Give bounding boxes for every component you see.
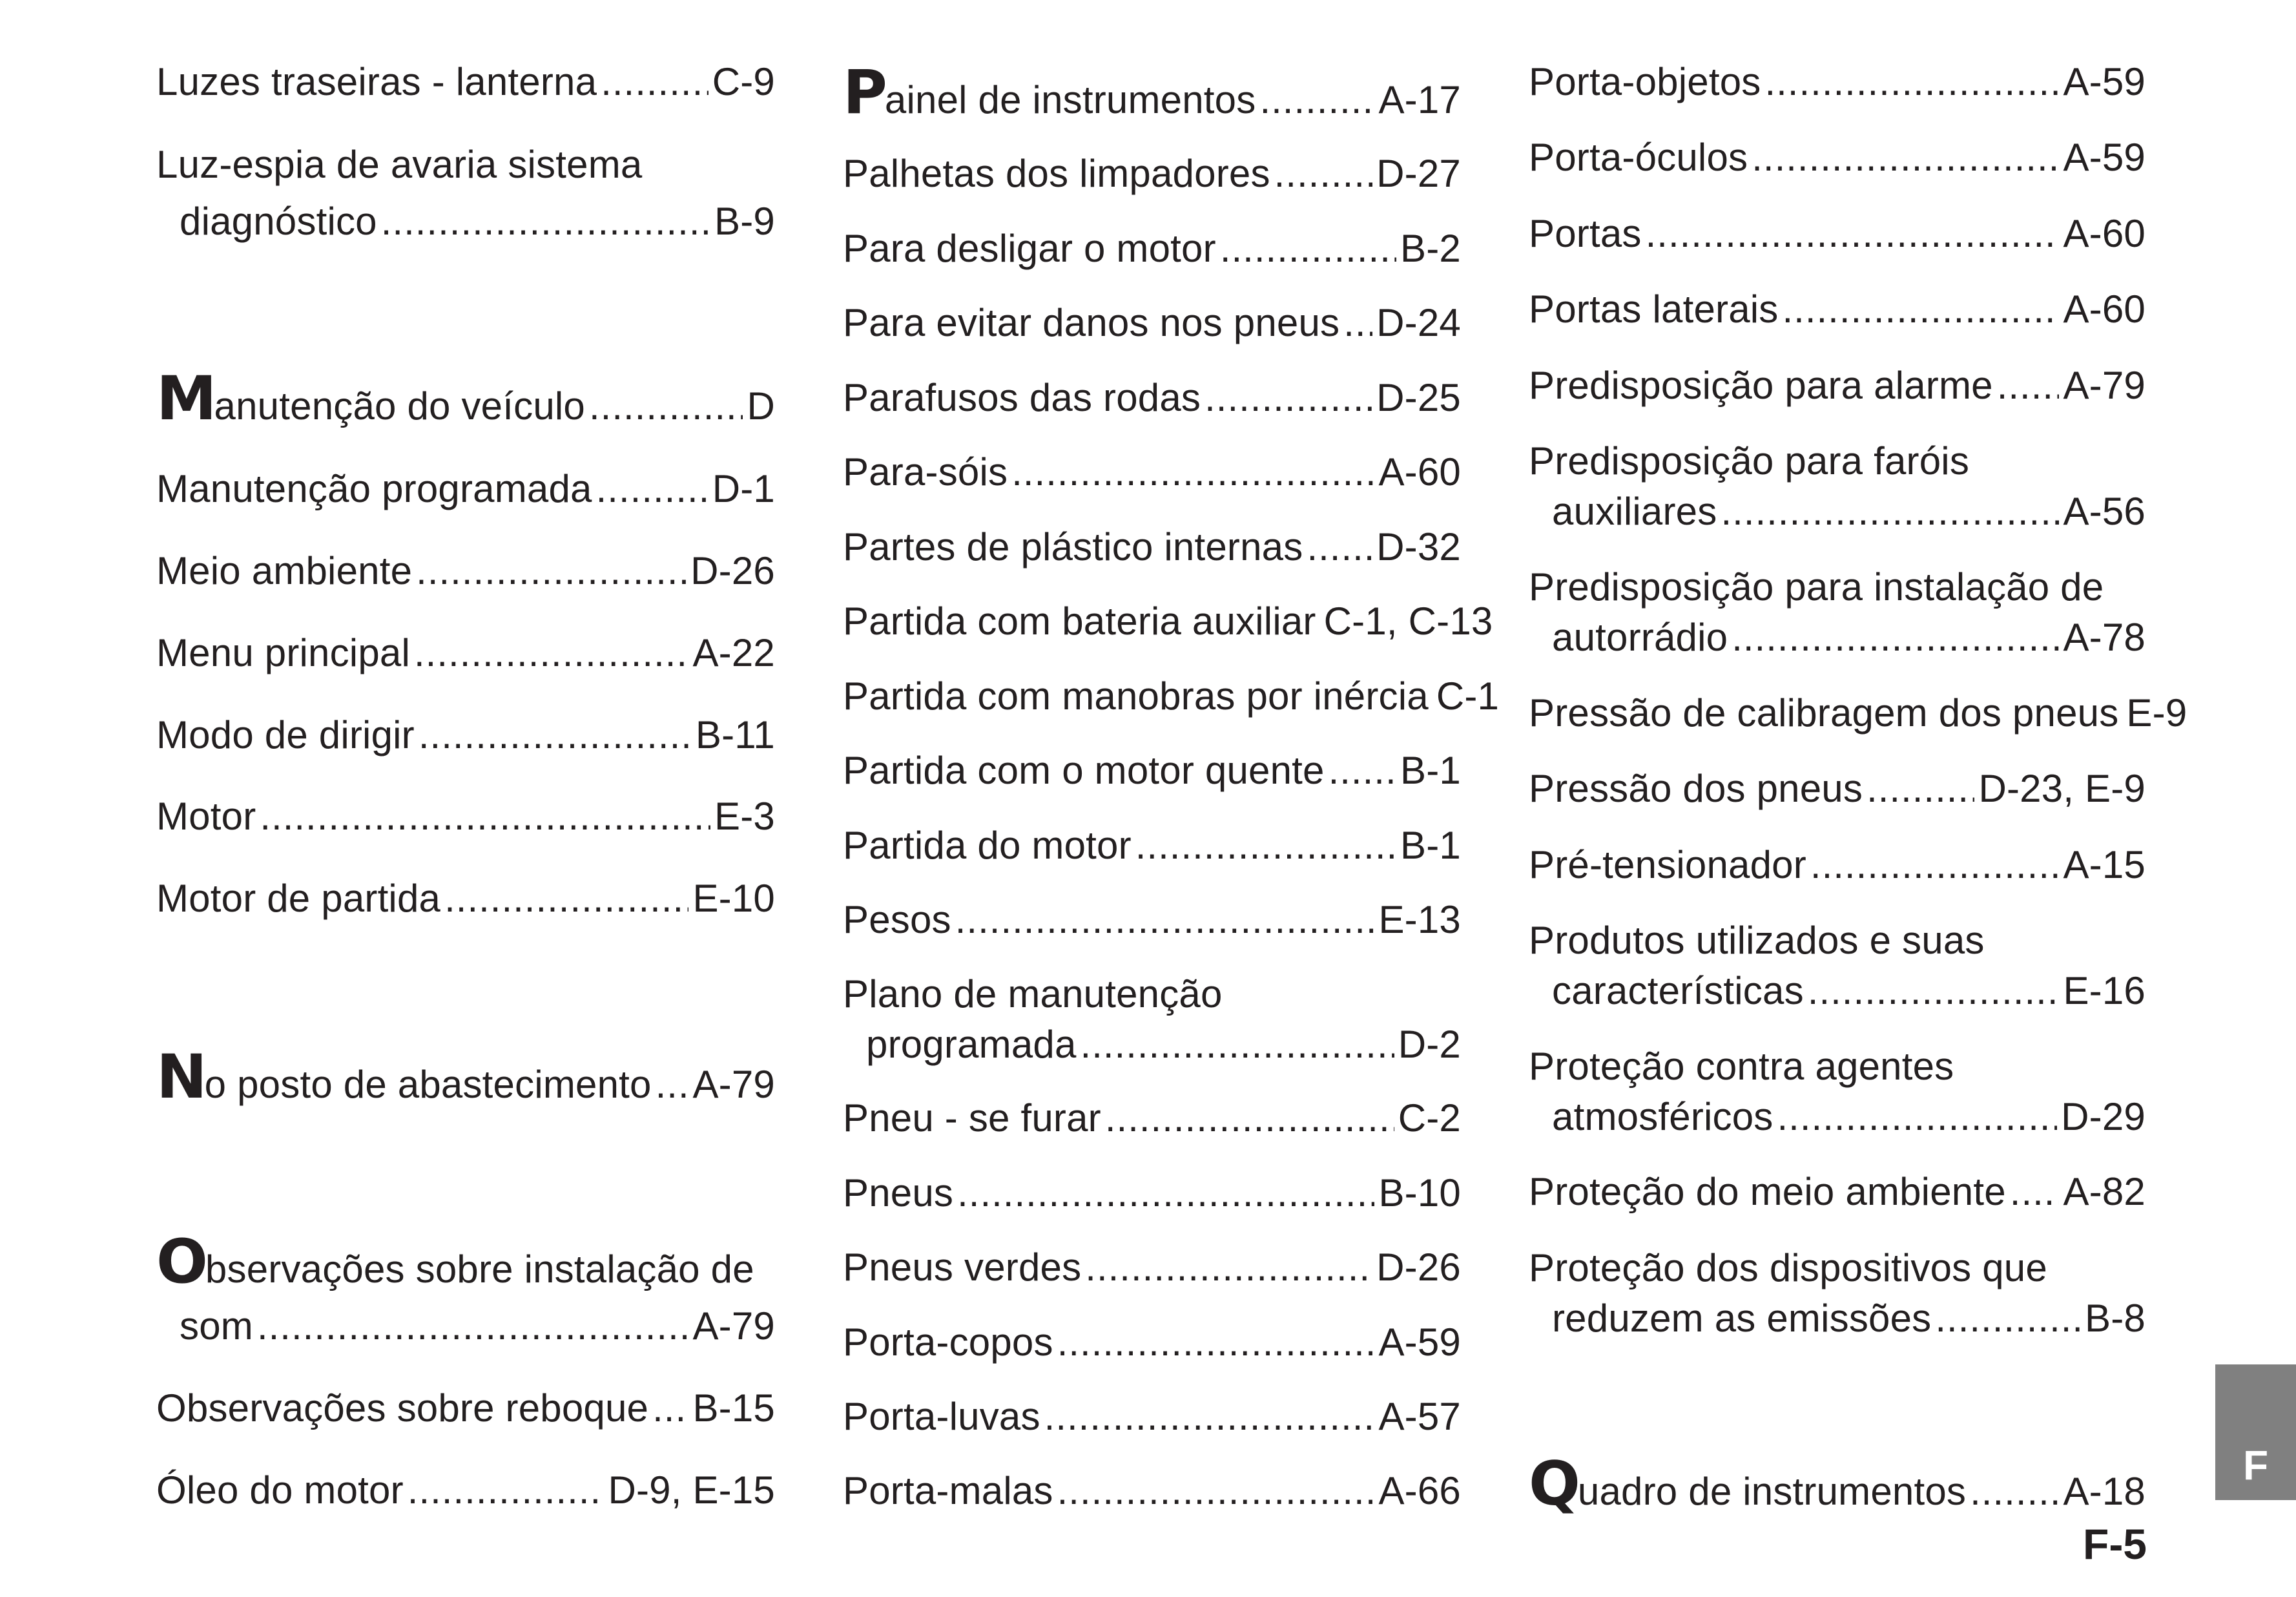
section-initial-letter: N — [156, 1042, 205, 1112]
entry-page: A-59 — [1378, 1320, 1461, 1364]
index-entry — [156, 1383, 775, 1434]
dot-leader — [2010, 1167, 2060, 1217]
dot-leader — [1329, 746, 1396, 796]
index-entry — [1529, 436, 2146, 537]
section-tab-letter: F — [2242, 1442, 2269, 1488]
index-entry — [156, 364, 775, 434]
entry-title: Porta-luvas — [843, 1395, 1040, 1438]
index-entry — [156, 546, 775, 596]
index-entry — [1529, 132, 2146, 183]
entry-page: A-82 — [2063, 1170, 2146, 1213]
entry-title: Meio ambiente — [156, 549, 413, 592]
entry-page: D-1 — [712, 467, 775, 510]
entry-page: C-9 — [712, 60, 775, 103]
entry-title: Partida com bateria auxiliar — [843, 600, 1316, 643]
index-entry — [1529, 209, 2146, 259]
dot-leader — [419, 710, 692, 760]
entry-page: A-66 — [1378, 1469, 1461, 1512]
entry-page: D-23, E-9 — [1978, 767, 2146, 810]
entry-page: D-26 — [1376, 1246, 1461, 1289]
entry-page: B-8 — [2085, 1297, 2146, 1340]
index-entry — [843, 1168, 1461, 1218]
index-entry — [156, 1465, 775, 1516]
dot-leader — [1752, 132, 2059, 183]
dot-leader — [381, 196, 710, 247]
entry-page: B-1 — [1400, 749, 1461, 792]
entry-page: A-57 — [1378, 1395, 1461, 1438]
index-entry — [843, 1317, 1461, 1368]
index-entry — [843, 671, 1500, 722]
entry-title: Porta-óculos — [1529, 136, 1748, 179]
dot-leader — [652, 1383, 688, 1434]
entry-page: D-26 — [690, 549, 775, 592]
entry-title: Para-sóis — [843, 450, 1008, 494]
entry-title: Manutenção programada — [156, 467, 592, 510]
entry-title: Pneus verdes — [843, 1246, 1082, 1289]
entry-title-line1: Plano de manutenção — [843, 972, 1223, 1016]
entry-title: Modo de dirigir — [156, 713, 415, 757]
entry-page: A-79 — [2063, 364, 2146, 407]
dot-leader — [416, 546, 687, 596]
entry-page: C-1 — [1436, 674, 1500, 718]
entry-title: Pré-tensionador — [1529, 843, 1806, 886]
entry-page: A-60 — [2063, 287, 2146, 331]
entry-title: Palhetas dos limpadores — [843, 152, 1270, 195]
dot-leader — [1220, 224, 1396, 274]
dot-leader — [1764, 57, 2059, 107]
dot-leader — [260, 791, 710, 842]
dot-leader — [408, 1465, 605, 1516]
entry-page: B-9 — [714, 200, 775, 243]
section-initial-letter: O — [156, 1227, 205, 1297]
index-entry — [1529, 688, 2187, 738]
entry-title: Pressão de calibragem dos pneus — [1529, 691, 2119, 735]
dot-leader — [1343, 298, 1372, 348]
entry-page: B-2 — [1400, 227, 1461, 270]
index-entry — [1529, 840, 2146, 890]
entry-title: Partida com o motor quente — [843, 749, 1325, 792]
dot-leader — [1997, 360, 2060, 411]
entry-title: Partes de plástico internas — [843, 525, 1303, 569]
index-entry — [843, 57, 1461, 128]
index-entry — [1529, 915, 2146, 1016]
dot-leader — [1307, 522, 1372, 572]
dot-leader — [1085, 1242, 1372, 1293]
index-entry — [156, 873, 775, 924]
index-entry — [843, 447, 1461, 497]
entry-page: E-3 — [714, 795, 775, 838]
entry-page: D-29 — [2061, 1095, 2146, 1138]
entry-page: A-22 — [692, 631, 775, 674]
index-entry — [1529, 562, 2146, 663]
section-initial-letter: M — [156, 364, 214, 434]
index-entry — [843, 596, 1493, 647]
entry-page: A-79 — [692, 1304, 775, 1348]
entry-title-line1: bservações sobre instalação de — [205, 1247, 754, 1291]
entry-title: atmosféricos — [1552, 1095, 1774, 1138]
entry-page: E-10 — [692, 877, 775, 920]
entry-title-line1: Predisposição para faróis — [1529, 439, 1970, 483]
dot-leader — [1867, 764, 1974, 814]
entry-page: A-79 — [692, 1063, 775, 1106]
dot-leader — [1721, 486, 2059, 537]
index-entry — [1529, 1243, 2146, 1344]
entry-title: Observações sobre reboque — [156, 1386, 649, 1430]
entry-title-line1: Proteção dos dispositivos que — [1529, 1246, 2047, 1289]
entry-page: D-25 — [1376, 376, 1461, 419]
entry-title: Predisposição para alarme — [1529, 364, 1993, 407]
index-entry — [1529, 1449, 2146, 1519]
index-entry — [843, 1466, 1461, 1516]
entry-title: Motor — [156, 795, 256, 838]
dot-leader — [1105, 1093, 1394, 1143]
section-initial-letter: P — [843, 57, 885, 128]
index-entry — [1529, 284, 2146, 335]
entry-title: Porta-malas — [843, 1469, 1053, 1512]
dot-leader — [596, 464, 708, 514]
index-entry — [843, 298, 1461, 348]
entry-page: D-32 — [1376, 525, 1461, 569]
entry-title-line1: Predisposição para instalação de — [1529, 565, 2104, 609]
entry-title: Porta-objetos — [1529, 60, 1761, 103]
entry-title: Partida do motor — [843, 824, 1132, 867]
dot-leader — [444, 873, 688, 924]
dot-leader — [1011, 447, 1374, 497]
dot-leader — [1783, 284, 2060, 335]
dot-leader — [1274, 149, 1372, 199]
entry-title: Pneu - se furar — [843, 1096, 1101, 1140]
dot-leader — [1135, 820, 1396, 871]
entry-title: Parafusos das rodas — [843, 376, 1201, 419]
entry-title: anutenção do veículo — [214, 384, 585, 428]
index-entry — [843, 820, 1461, 871]
entry-title: diagnóstico — [180, 200, 377, 243]
index-entry — [843, 224, 1461, 274]
dot-leader — [1646, 209, 2060, 259]
entry-title: Para evitar danos nos pneus — [843, 301, 1340, 344]
entry-title-line1: Proteção contra agentes — [1529, 1045, 1954, 1088]
entry-page: A-15 — [2063, 843, 2146, 886]
entry-title: programada — [866, 1023, 1077, 1066]
index-entry — [156, 1227, 775, 1352]
dot-leader — [957, 1168, 1374, 1218]
index-entry — [1529, 1167, 2146, 1217]
dot-leader — [589, 381, 743, 432]
entry-title: Portas laterais — [1529, 287, 1779, 331]
dot-leader — [257, 1301, 689, 1352]
entry-page: D-9, E-15 — [608, 1468, 775, 1512]
entry-title: Luzes traseiras - lanterna — [156, 60, 597, 103]
entry-title: Porta-copos — [843, 1320, 1053, 1364]
entry-page: A-78 — [2063, 616, 2146, 659]
entry-title: Pesos — [843, 898, 951, 941]
dot-leader — [1810, 840, 2060, 890]
dot-leader — [601, 57, 708, 107]
dot-leader — [1081, 1019, 1394, 1070]
entry-title: Pneus — [843, 1171, 954, 1215]
entry-title-line1: Luz-espia de avaria sistema — [156, 143, 643, 186]
entry-page: B-1 — [1400, 824, 1461, 867]
dot-leader — [1205, 373, 1372, 423]
entry-page: C-2 — [1398, 1096, 1461, 1140]
entry-title: som — [180, 1304, 253, 1348]
entry-page: D-24 — [1376, 301, 1461, 344]
entry-page: A-60 — [2063, 212, 2146, 255]
dot-leader — [1044, 1392, 1375, 1442]
dot-leader — [1777, 1092, 2058, 1142]
index-entry — [1529, 57, 2146, 107]
entry-page: B-15 — [692, 1386, 775, 1430]
dot-leader — [1732, 612, 2059, 663]
index-entry — [843, 746, 1461, 796]
index-entry — [1529, 360, 2146, 411]
entry-page: A-59 — [2063, 60, 2146, 103]
index-entry — [843, 1242, 1461, 1293]
index-entry — [843, 373, 1461, 423]
index-entry — [843, 1093, 1461, 1143]
entry-page: B-11 — [695, 713, 775, 757]
entry-page: D-2 — [1398, 1023, 1461, 1066]
entry-title: Óleo do motor — [156, 1468, 404, 1512]
entry-page: E-9 — [2126, 691, 2187, 735]
entry-page: A-18 — [2063, 1470, 2146, 1513]
index-entry — [156, 57, 775, 107]
dot-leader — [1057, 1466, 1375, 1516]
index-entry — [156, 791, 775, 842]
entry-title: reduzem as emissões — [1552, 1297, 1932, 1340]
index-entry — [156, 140, 775, 247]
entry-title: Motor de partida — [156, 877, 441, 920]
index-entry — [1529, 764, 2146, 814]
entry-page: D-27 — [1376, 152, 1461, 195]
index-entry — [156, 710, 775, 760]
entry-title: Menu principal — [156, 631, 411, 674]
index-entry — [843, 895, 1461, 945]
entry-page: A-17 — [1378, 78, 1461, 121]
dot-leader — [1970, 1467, 2059, 1517]
entry-title: Partida com manobras por inércia — [843, 674, 1429, 718]
dot-leader — [1808, 966, 2060, 1016]
index-entry — [1529, 1041, 2146, 1142]
entry-page: D — [747, 384, 775, 428]
index-entry — [156, 1042, 775, 1112]
dot-leader — [1057, 1317, 1375, 1368]
entry-page: C-1, C-13 — [1323, 600, 1493, 643]
entry-title: uadro de instrumentos — [1577, 1470, 1967, 1513]
entry-page: E-16 — [2063, 969, 2146, 1012]
entry-title: características — [1552, 969, 1804, 1012]
index-entry — [843, 522, 1461, 572]
index-entry — [843, 149, 1461, 199]
entry-title: o posto de abastecimento — [204, 1063, 652, 1106]
dot-leader — [656, 1059, 689, 1110]
entry-title-line1: Produtos utilizados e suas — [1529, 919, 1985, 962]
entry-title: Portas — [1529, 212, 1642, 255]
dot-leader — [1935, 1293, 2081, 1344]
entry-page: E-13 — [1378, 898, 1461, 941]
entry-page: A-56 — [2063, 490, 2146, 533]
entry-title: Proteção do meio ambiente — [1529, 1170, 2006, 1213]
entry-page: A-59 — [2063, 136, 2146, 179]
section-tab — [2215, 1364, 2296, 1500]
entry-title: Pressão dos pneus — [1529, 767, 1863, 810]
index-entry — [843, 969, 1461, 1070]
dot-leader — [1259, 75, 1374, 125]
dot-leader — [955, 895, 1375, 945]
entry-page: B-10 — [1378, 1171, 1461, 1215]
entry-title: autorrádio — [1552, 616, 1728, 659]
entry-title: ainel de instrumentos — [884, 78, 1256, 121]
index-entry — [156, 464, 775, 514]
page-number: F-5 — [2083, 1520, 2147, 1568]
dot-leader — [414, 628, 688, 678]
entry-title: Para desligar o motor — [843, 227, 1216, 270]
index-entry — [843, 1392, 1461, 1442]
section-initial-letter: Q — [1529, 1449, 1578, 1519]
index-entry — [156, 628, 775, 678]
entry-title: auxiliares — [1552, 490, 1717, 533]
entry-page: A-60 — [1378, 450, 1461, 494]
